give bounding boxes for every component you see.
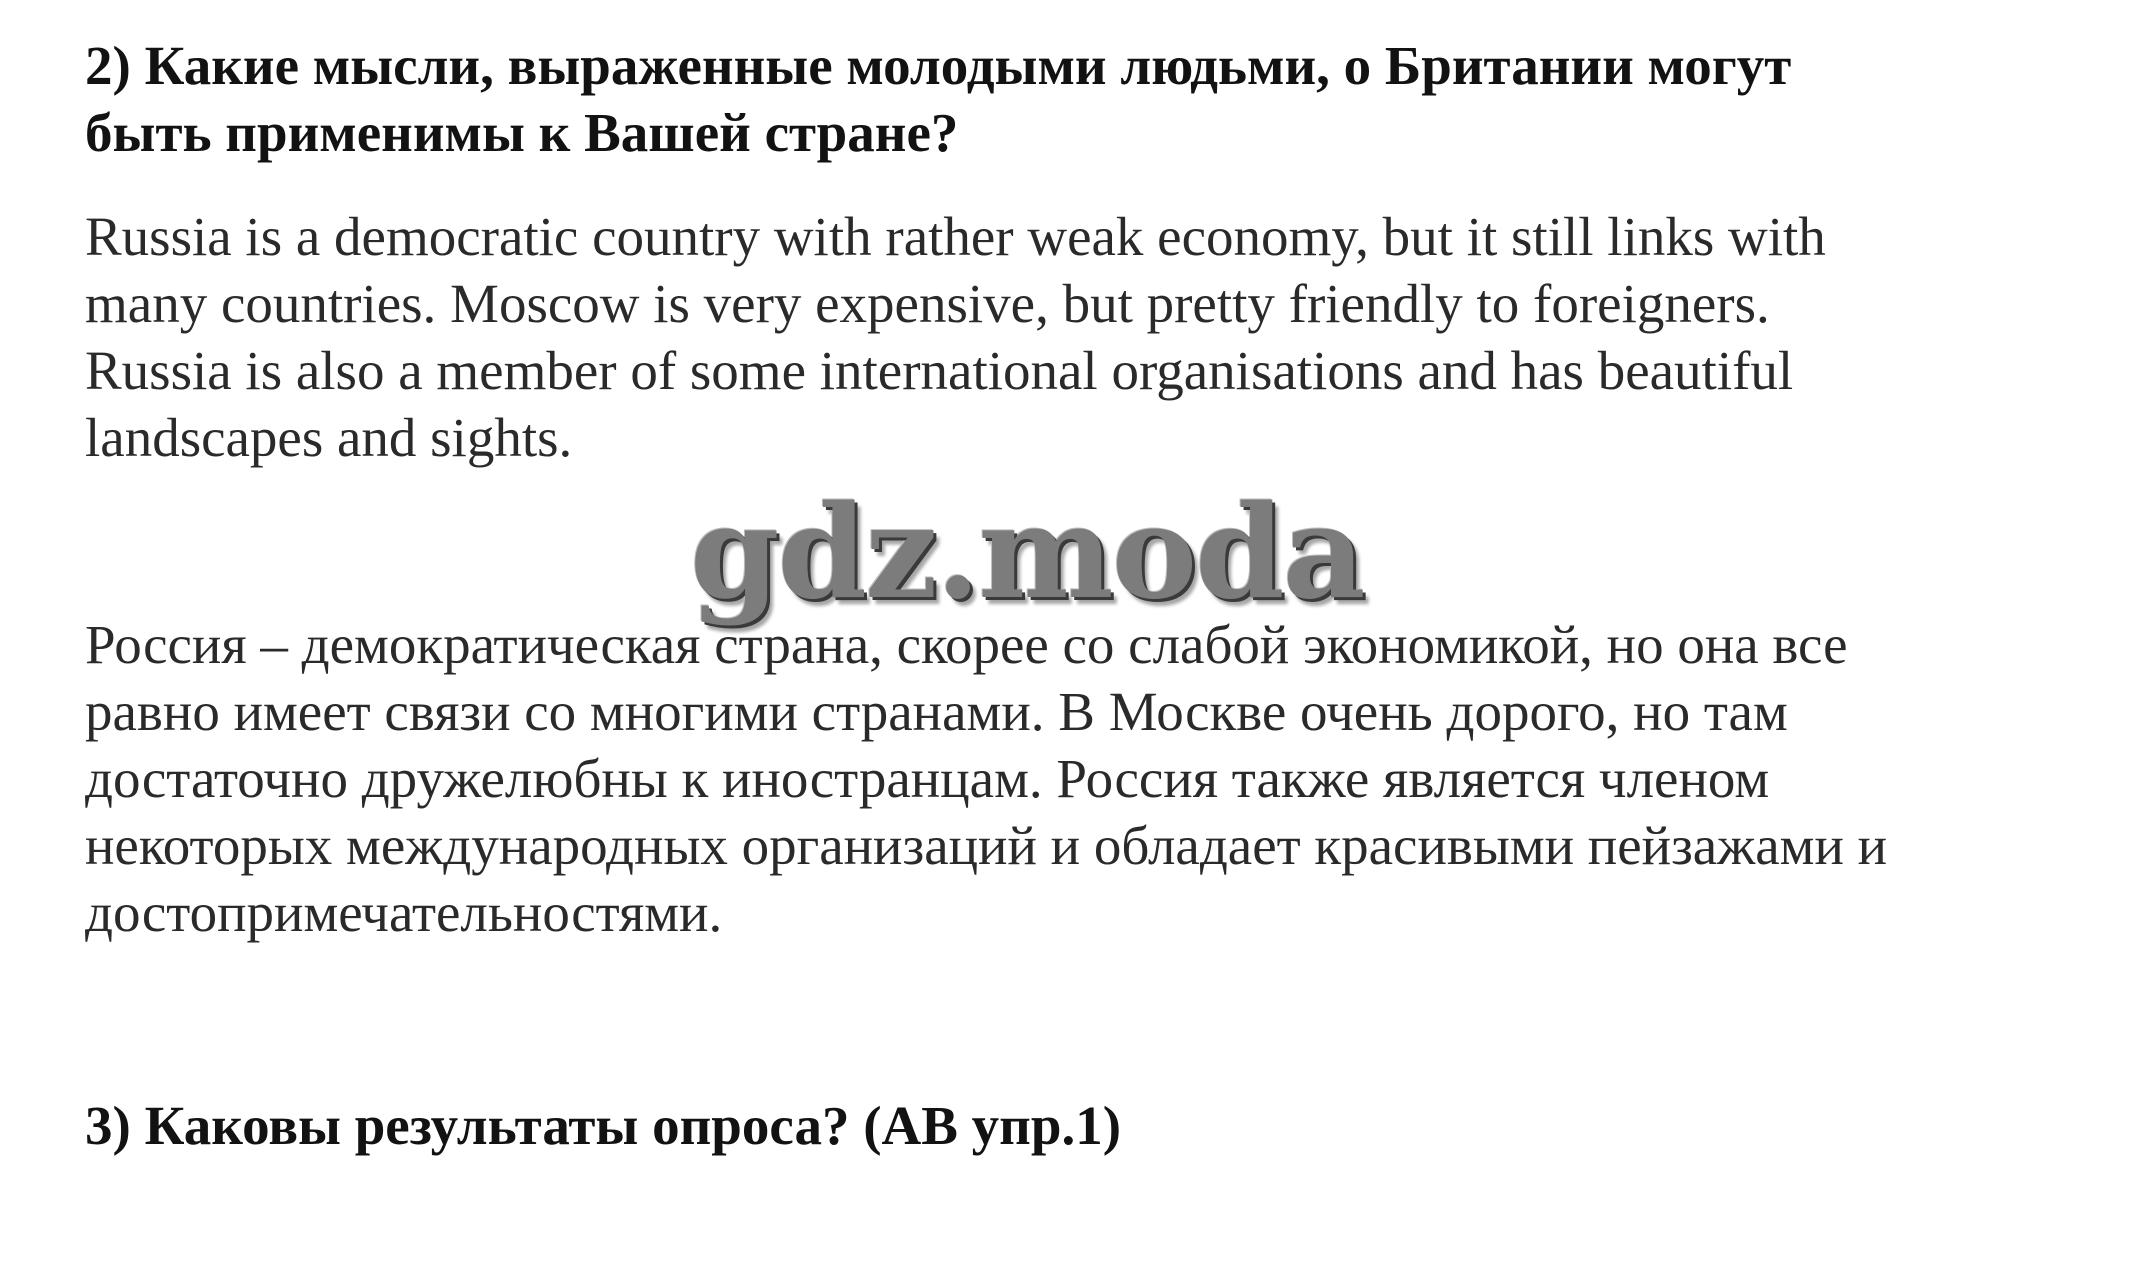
russian-answer-line: достаточно дружелюбны к иностранцам. Россия также является членом	[85, 748, 1770, 809]
watermark-logo: gdz.moda	[690, 478, 1364, 628]
russian-answer-line: равно имеет связи со многими странами. В Москве очень дорого, но там	[85, 681, 1788, 742]
russian-answer-line: некоторых международных организаций и обладает красивыми пейзажами и	[85, 815, 1888, 876]
question-2-heading	[85, 32, 1791, 166]
english-answer-paragraph	[85, 203, 1826, 471]
russian-answer-line: достопримечательностями.	[85, 882, 723, 943]
english-answer-line: many countries. Moscow is very expensive, but pretty friendly to foreigners.	[85, 273, 1770, 334]
question-2-line: 2) Какие мысли, выраженные молодыми людьми, о Британии могут	[85, 35, 1792, 96]
russian-answer-paragraph	[85, 611, 1887, 946]
russian-answer-line: Россия – демократическая страна, скорее со слабой экономикой, но она все	[85, 614, 1848, 675]
question-3-heading: 3) Каковы результаты опроса? (АВ упр.1)	[85, 1095, 1122, 1156]
english-answer-line: landscapes and sights.	[85, 407, 573, 468]
english-answer-line: Russia is a democratic country with rather weak economy, but it still links with	[85, 206, 1826, 267]
question-2-line: быть применимы к Вашей стране?	[85, 102, 959, 163]
english-answer-line: Russia is also a member of some international organisations and has beautiful	[85, 340, 1794, 401]
